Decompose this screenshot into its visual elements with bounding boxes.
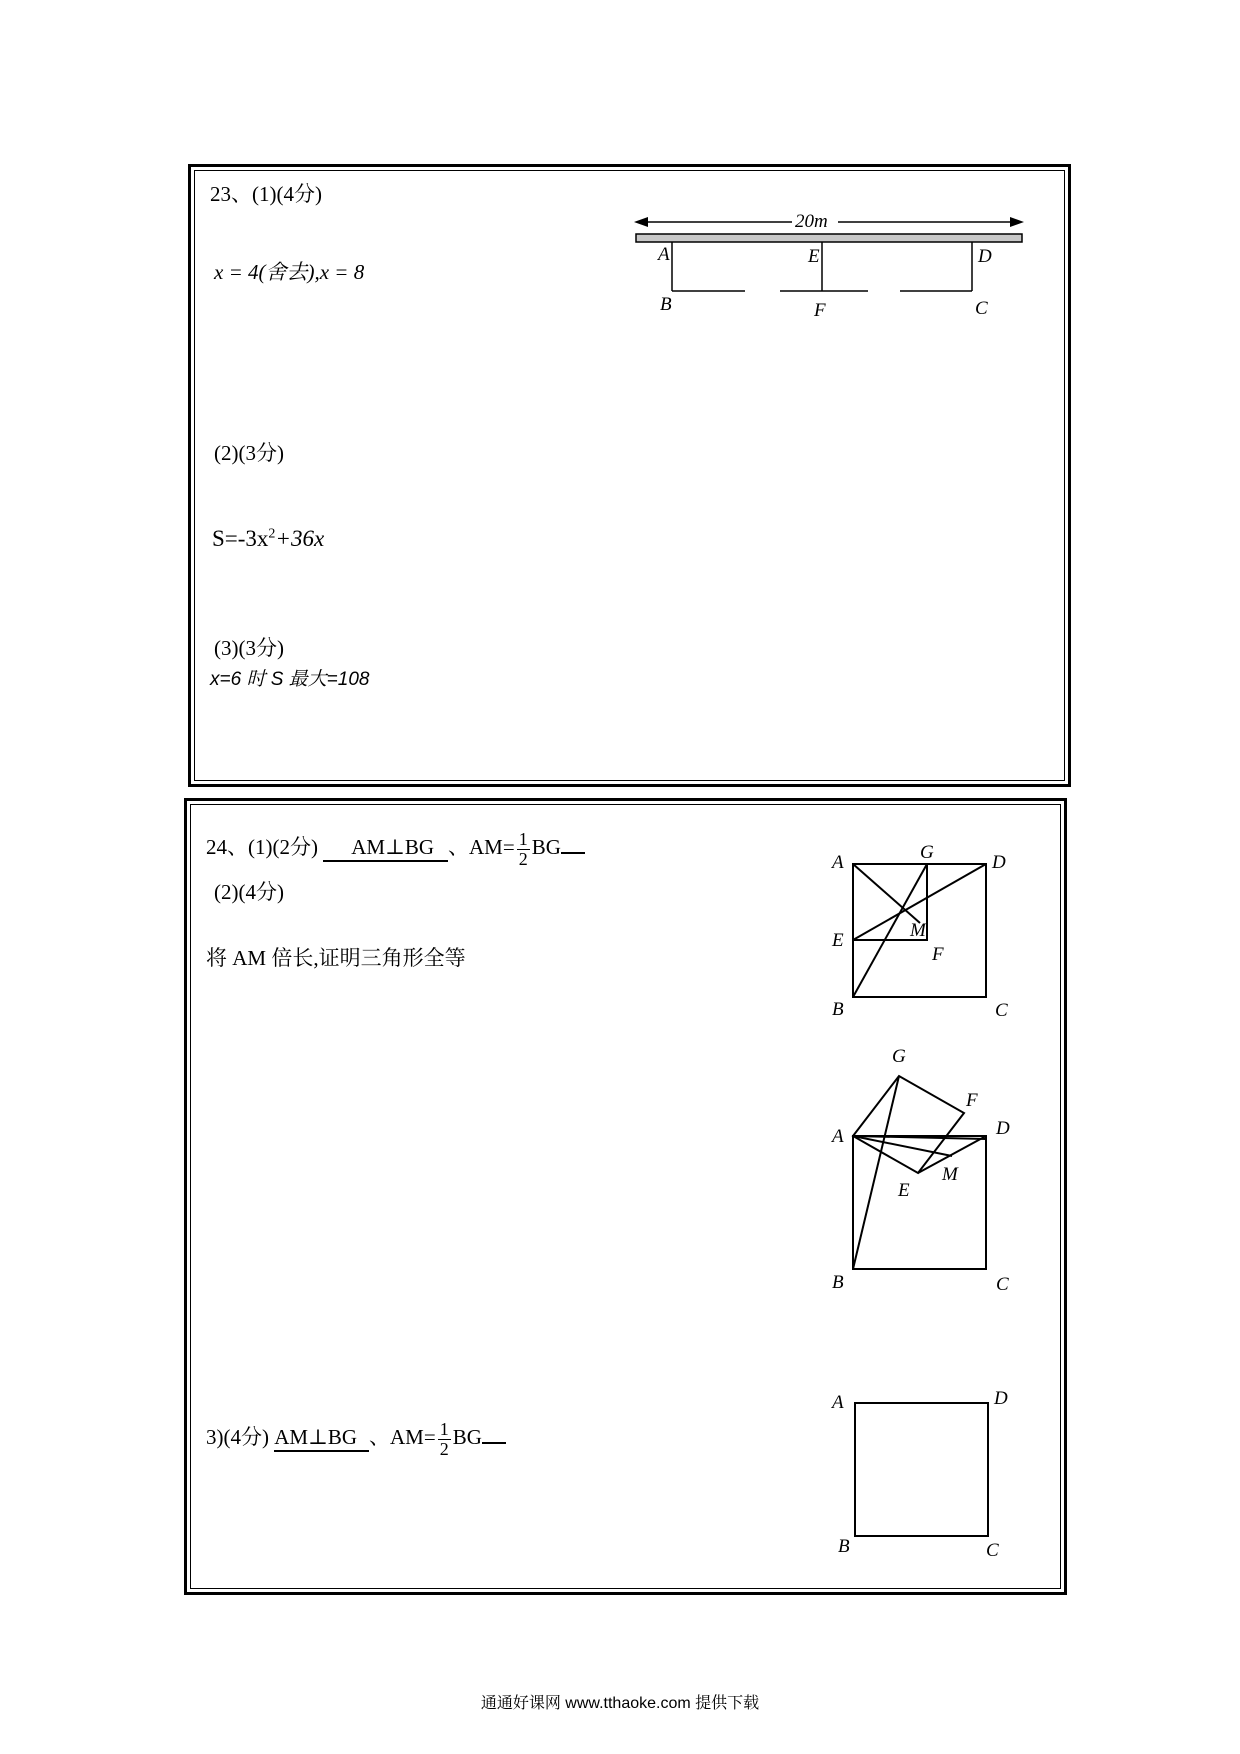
q23-formula-tail: +36x: [275, 526, 325, 551]
fig1-label-d: D: [992, 852, 1006, 873]
wall-bar: [636, 234, 1022, 242]
q24-answer-am: AM=: [469, 835, 515, 860]
fig3-square-abcd: [855, 1403, 988, 1536]
q24-part3-fraction-numerator: 1: [439, 1419, 449, 1439]
q24-fraction-denominator: 2: [518, 848, 528, 869]
fig3-label-c: C: [986, 1540, 999, 1561]
fig1-label-f: F: [932, 944, 944, 965]
q24-answer-perp: AM⊥BG: [323, 837, 448, 862]
fig1-label-m: M: [910, 920, 926, 941]
fig1-label-c: C: [995, 1000, 1008, 1021]
fig2-square-abcd: [853, 1136, 986, 1269]
fig1-label-a: A: [832, 852, 844, 873]
q24-fraction: [517, 830, 530, 869]
fig1-label-g: G: [920, 842, 934, 863]
fig3-label-b: B: [838, 1536, 850, 1557]
arrow-left-icon: [634, 217, 648, 227]
q24-part3-line: [206, 1420, 506, 1459]
q23-formula-main: S=-3x: [212, 526, 269, 551]
q24-part3-fraction: [438, 1420, 451, 1459]
q24-part3-answer-blank: [482, 1424, 506, 1444]
fig3-label-d: D: [994, 1388, 1008, 1409]
q24-part3-answer-bg: BG: [452, 1425, 482, 1450]
q23-answer-1-prefix: x = 4(舍去),: [214, 260, 320, 284]
fig2-label-b: B: [832, 1272, 844, 1293]
dimension-label: 20m: [795, 211, 828, 232]
q24-figure-2: [810, 1040, 1030, 1300]
q24-part3-label: 3)(4分): [206, 1425, 269, 1450]
q24-part3-separator: 、: [369, 1425, 390, 1450]
q23-part3: (3)(3分): [214, 636, 284, 660]
q24-figure-1: [810, 840, 1030, 1030]
label-e: E: [808, 246, 820, 267]
fig2-label-m: M: [942, 1164, 958, 1185]
q24-answer-bg: BG: [531, 835, 561, 860]
q24-part2: (2)(4分): [214, 880, 284, 904]
label-b: B: [660, 294, 672, 315]
fig1-label-e: E: [832, 930, 844, 951]
fig2-label-c: C: [996, 1274, 1009, 1295]
fig2-label-a: A: [832, 1126, 844, 1147]
fig2-square-agfe: [853, 1076, 964, 1173]
label-f: F: [814, 300, 826, 321]
q23-answer-1: [214, 262, 364, 283]
fig2-label-d: D: [996, 1118, 1010, 1139]
fig2-line-am: [853, 1136, 952, 1156]
q24-part3-answer-perp: AM⊥BG: [274, 1427, 369, 1452]
page-footer: 通通好课网 www.tthaoke.com 提供下载: [480, 1695, 760, 1712]
q24-part3-fraction-denominator: 2: [439, 1438, 449, 1459]
arrow-right-icon: [1010, 217, 1024, 227]
fig2-label-f: F: [966, 1090, 978, 1111]
fig1-label-b: B: [832, 999, 844, 1020]
q24-separator: 、: [448, 835, 469, 860]
fig3-label-a: A: [832, 1392, 844, 1413]
q23-formula-exponent: 2: [268, 526, 276, 542]
label-d: D: [978, 246, 992, 267]
fig2-label-g: G: [892, 1046, 906, 1067]
q24-figure-3: [810, 1380, 1030, 1560]
fig2-label-e: E: [898, 1180, 910, 1201]
q23-answer-3: x=6 时 S 最大=108: [210, 669, 370, 690]
q24-answer-blank: [561, 834, 585, 854]
q24-heading: 24、(1)(2分): [206, 835, 318, 860]
q23-formula: [212, 527, 324, 550]
q23-answer-1-suffix: x = 8: [319, 260, 365, 284]
q23-fence-figure: [620, 200, 1040, 330]
label-c: C: [975, 298, 988, 319]
q24-fraction-numerator: 1: [518, 829, 528, 849]
label-a: A: [658, 244, 670, 265]
q23-heading: 23、(1)(4分): [210, 182, 322, 206]
q23-part2: (2)(3分): [214, 441, 284, 465]
q24-part1-line: [206, 830, 585, 869]
q24-part3-answer-am: AM=: [390, 1425, 436, 1450]
q24-hint: 将 AM 倍长,证明三角形全等: [206, 946, 466, 970]
